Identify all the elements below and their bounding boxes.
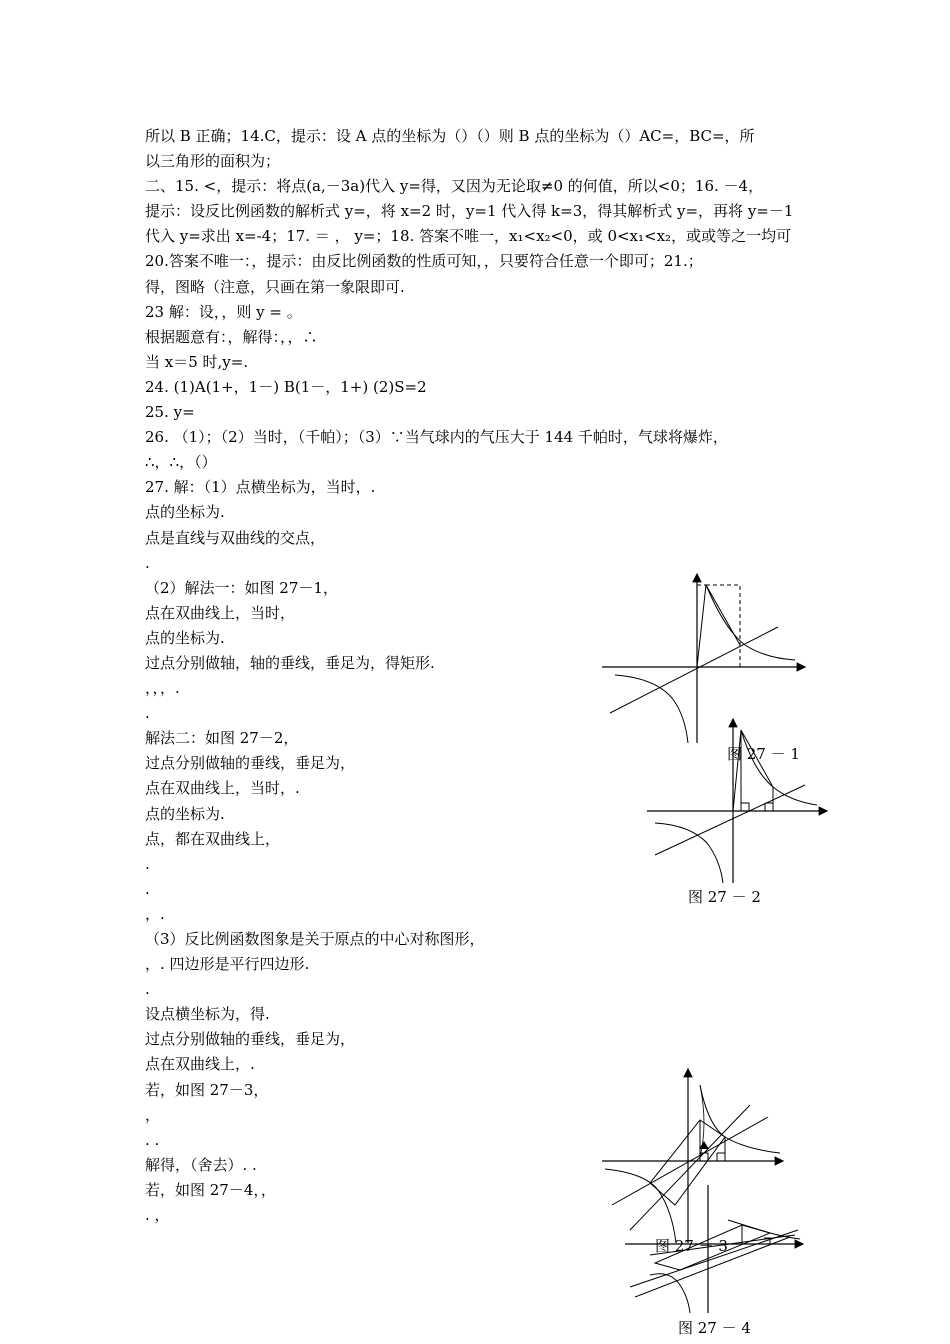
text-line: 20.答案不唯一：，提示：由反比例函数的性质可知，，只要符合任意一个即可；21.； — [145, 252, 703, 271]
text-line: . — [145, 854, 150, 873]
text-line: 过点分别做轴的垂线，垂足为， — [145, 754, 356, 773]
text-line: ，. — [145, 904, 165, 923]
text-line: ，. 四边形是平行四边形. — [145, 955, 310, 974]
text-line: 点的坐标为. — [145, 804, 225, 823]
text-line: . . — [145, 1130, 160, 1149]
text-line: 过点分别做轴，轴的垂线，垂足为，得矩形. — [145, 653, 435, 672]
text-line: （2）解法一：如图 27－1， — [145, 578, 338, 597]
text-line: 点的坐标为. — [145, 503, 225, 522]
text-line: 所以 B 正确；14.C，提示：设 A 点的坐标为（）（）则 B 点的坐标为（）AC=，BC=，所 — [145, 127, 755, 145]
text-line: 设点横坐标为，得. — [145, 1005, 270, 1024]
text-line: 点是直线与双曲线的交点， — [145, 528, 326, 547]
text-line: . — [145, 553, 150, 572]
text-line: . — [145, 879, 150, 898]
text-line: 代入 y=求出 x=-4；17. ＝ ， y=；18. 答案不唯一，x₁<x₂<0，或 0<x₁<x₂，或或等之一均可 — [145, 227, 792, 246]
text-line: 点在双曲线上，当时，. — [145, 779, 300, 798]
figure-27-4 — [620, 1175, 810, 1315]
figure-27-3-caption: 图 27 － 3 — [655, 1237, 728, 1255]
text-line: . ， — [145, 1206, 170, 1225]
text-line: 点，都在双曲线上， — [145, 829, 281, 848]
figure-27-4-caption: 图 27 － 4 — [678, 1319, 751, 1337]
text-line: 点的坐标为. — [145, 628, 225, 647]
figure-27-2-graph — [645, 715, 835, 885]
text-line: ∴，∴，（） — [145, 453, 217, 472]
text-line: 解法二：如图 27－2， — [145, 729, 299, 748]
text-line: 得，图略（注意，只画在第一象限即可. — [145, 277, 405, 296]
text-line: 27. 解：（1）点横坐标为，当时，. — [145, 478, 376, 497]
text-line: 点在双曲线上，. — [145, 1055, 255, 1074]
text-line: 若，如图 27－3， — [145, 1080, 269, 1099]
text-line: . — [145, 980, 150, 999]
figure-27-1-caption: 图 27 － 1 — [727, 745, 800, 763]
text-line: 二、15. <，提示：将点(a,－3a)代入 y=得，又因为无论取≠0 的何值，所以<0；16. －4， — [145, 177, 764, 196]
figure-27-4-graph — [620, 1175, 810, 1315]
text-line: 以三角形的面积为； — [145, 152, 281, 171]
text-line: 提示：设反比例函数的解析式 y=，将 x=2 时，y=1 代入得 k=3，得其解析式 y=，再将 y=－1 — [145, 202, 794, 221]
text-line: 26. （1）；（2）当时，（千帕）；（3）∵当气球内的气压大于 144 千帕时，气球将爆炸， — [145, 428, 728, 447]
text-line: 解得，（舍去）. . — [145, 1155, 257, 1174]
text-line: 23 解：设，，则 y = 。 — [145, 302, 302, 321]
text-line: 过点分别做轴的垂线，垂足为， — [145, 1030, 356, 1049]
text-line: 根据题意有：，解得：，，∴ — [145, 327, 318, 346]
text-line: （3）反比例函数图象是关于原点的中心对称图形， — [145, 930, 485, 948]
text-line: 若，如图 27－4，， — [145, 1180, 276, 1199]
text-line: . — [145, 704, 150, 723]
figure-27-2-caption: 图 27 － 2 — [688, 888, 761, 906]
text-line: 24. (1)A(1+，1－) B(1－，1+) (2)S=2 — [145, 377, 427, 396]
figure-27-2 — [645, 715, 835, 885]
text-line: ， — [145, 1105, 161, 1124]
text-line: 点在双曲线上，当时， — [145, 603, 296, 622]
text-line: ，，，. — [145, 679, 180, 698]
text-line: 当 x＝5 时,y=. — [145, 352, 249, 371]
text-line: 25. y= — [145, 403, 195, 422]
